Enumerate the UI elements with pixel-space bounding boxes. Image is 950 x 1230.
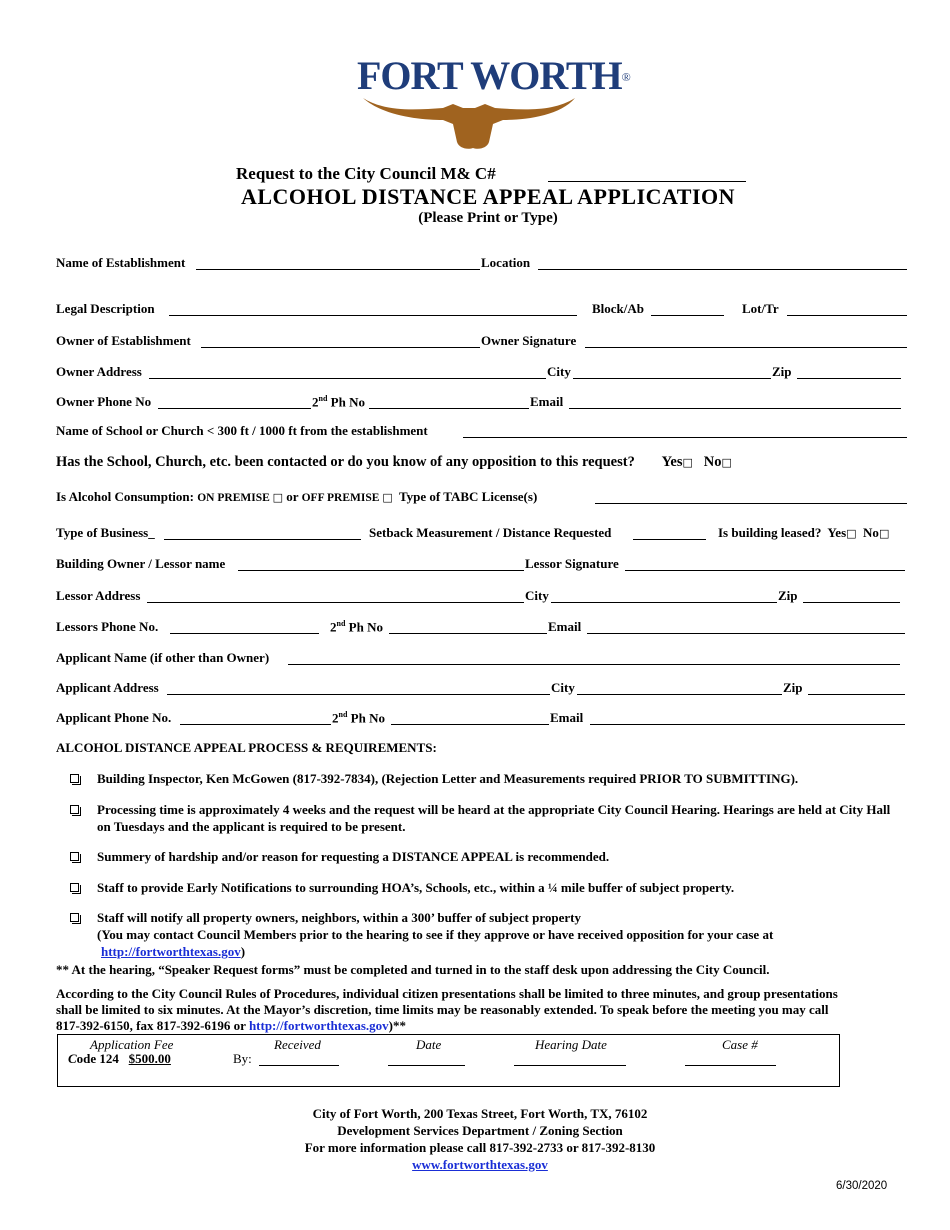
- footer-link-wrap: [0, 1157, 950, 1173]
- lessor-name-label: Building Owner / Lessor name: [56, 556, 226, 571]
- revision-date: 6/30/2020: [836, 1180, 888, 1192]
- contacted-no[interactable]: No□: [703, 454, 732, 470]
- applicant-email-label: Email: [550, 710, 584, 725]
- footer-info: For more information please call 817-392-2733 or 817-392-8130: [304, 1140, 656, 1155]
- applicant-phone-label: Applicant Phone No.: [56, 710, 172, 725]
- lessor-email-input[interactable]: [587, 633, 905, 634]
- hearing-date-label: Hearing Date: [535, 1037, 607, 1052]
- applicant-email-input[interactable]: [590, 724, 905, 725]
- lessor-ph2-input[interactable]: [389, 633, 547, 634]
- longhorn-icon: [355, 90, 585, 150]
- lot-label: Lot/Tr: [742, 301, 779, 316]
- owner-city-label: City: [547, 364, 571, 379]
- leased-yes[interactable]: Yes□: [827, 525, 857, 540]
- applicant-address-input[interactable]: [167, 694, 550, 695]
- fort-worth-logo: [355, 52, 630, 152]
- owner-zip-label: Zip: [772, 364, 792, 379]
- business-type-input[interactable]: [164, 539, 361, 540]
- applicant-ph2-label: 2nd Ph No: [332, 710, 385, 726]
- setback-input[interactable]: [633, 539, 706, 540]
- applicant-city-label: City: [551, 680, 575, 695]
- form-subtitle: (Please Print or Type): [418, 210, 558, 226]
- owner-signature-label: Owner Signature: [481, 333, 577, 348]
- contacted-question: Has the School, Church, etc. been contacted or do you know of any opposition to this request? Yes□ No□: [56, 454, 732, 470]
- lessor-name-input[interactable]: [238, 570, 524, 571]
- bullet-icon: [70, 883, 79, 892]
- logo-text: FORT WORTH®: [357, 53, 630, 98]
- fee-amount: $500.00: [128, 1051, 171, 1066]
- consumption-row: Is Alcohol Consumption: ON PREMISE □ or OFF PREMISE □ Type of TABC License(s): [56, 489, 538, 504]
- location-input[interactable]: [538, 269, 907, 270]
- lessor-signature-input[interactable]: [625, 570, 905, 571]
- block-label: Block/Ab: [592, 301, 645, 316]
- lessor-city-input[interactable]: [551, 602, 777, 603]
- legal-description-input[interactable]: [169, 315, 577, 316]
- requirement-item-2: Processing time is approximately 4 weeks and the request will be heard at the appropriate City Council Hearing. Hearings are held at City Hall on Tuesdays and the applicant is required to be present.: [97, 802, 891, 834]
- rules-note: According to the City Council Rules of Procedures, individual citizen presentations shall be limited to three minutes, and group presentations shall be limited to six minutes. At the Mayor’s discretion, time limits may be reasonably extended. To speak before the meeting you may call 817-392-6150, fax 817-392-6196 or http://fortworthtexas.gov)**: [56, 986, 838, 1033]
- case-number-label: Case #: [722, 1037, 758, 1052]
- setback-label: Setback Measurement / Distance Requested: [369, 525, 612, 540]
- lessor-phone-input[interactable]: [170, 633, 319, 634]
- date-input[interactable]: [388, 1065, 465, 1066]
- leased-question: Is building leased? Yes□ No□: [718, 525, 890, 540]
- establishment-input[interactable]: [196, 269, 480, 270]
- owner-establishment-label: Owner of Establishment: [56, 333, 191, 348]
- bullet-icon: [70, 774, 79, 783]
- applicant-zip-label: Zip: [783, 680, 803, 695]
- header-line1: Request to the City Council M& C#: [236, 164, 496, 183]
- lessor-ph2-label: 2nd Ph No: [330, 619, 383, 635]
- owner-address-label: Owner Address: [56, 364, 142, 379]
- tabc-input[interactable]: [595, 503, 907, 504]
- applicant-phone-input[interactable]: [180, 724, 331, 725]
- owner-city-input[interactable]: [573, 378, 771, 379]
- applicant-city-input[interactable]: [577, 694, 782, 695]
- owner-phone-input[interactable]: [158, 408, 311, 409]
- owner-establishment-input[interactable]: [201, 347, 480, 348]
- lessor-address-label: Lessor Address: [56, 588, 141, 603]
- requirement-item-4: Staff to provide Early Notifications to surrounding HOA’s, Schools, etc., within a ¼ mile buffer of subject property.: [97, 880, 735, 895]
- on-premise-option[interactable]: ON PREMISE □: [197, 491, 284, 504]
- date-label: Date: [416, 1037, 442, 1052]
- footer-department: Development Services Department / Zoning Section: [337, 1123, 623, 1138]
- bullet-icon: [70, 852, 79, 861]
- lessor-address-input[interactable]: [147, 602, 524, 603]
- block-input[interactable]: [651, 315, 724, 316]
- received-by-input[interactable]: [259, 1065, 339, 1066]
- owner-ph2-label: 2nd Ph No: [312, 394, 365, 410]
- requirement-item-5: Staff will notify all property owners, neighbors, within a 300’ buffer of subject property (You may contact Council Members prior to the hearing to see if they approve or have received opposition for your case at http://fortworthtexas.gov): [97, 910, 774, 959]
- owner-address-input[interactable]: [149, 378, 546, 379]
- lot-input[interactable]: [787, 315, 907, 316]
- footer-address: City of Fort Worth, 200 Texas Street, Fort Worth, TX, 76102: [312, 1106, 648, 1121]
- council-link[interactable]: http://fortworthtexas.gov: [101, 944, 241, 959]
- lessor-city-label: City: [525, 588, 549, 603]
- applicant-name-input[interactable]: [288, 664, 900, 665]
- off-premise-option[interactable]: OFF PREMISE □: [301, 491, 393, 504]
- lessor-zip-label: Zip: [778, 588, 798, 603]
- owner-zip-input[interactable]: [797, 378, 901, 379]
- rules-link[interactable]: http://fortworthtexas.gov: [248, 1018, 389, 1033]
- lessor-phone-label: Lessors Phone No.: [56, 619, 159, 634]
- lessor-signature-label: Lessor Signature: [525, 556, 619, 571]
- school-church-label: Name of School or Church < 300 ft / 1000 ft from the establishment: [56, 423, 428, 438]
- applicant-name-label: Applicant Name (if other than Owner): [56, 650, 270, 665]
- leased-no[interactable]: No□: [863, 525, 890, 540]
- owner-ph2-input[interactable]: [369, 408, 529, 409]
- owner-signature-input[interactable]: [585, 347, 907, 348]
- bullet-icon: [70, 913, 79, 922]
- owner-email-input[interactable]: [569, 408, 901, 409]
- speaker-note: ** At the hearing, “Speaker Request forms” must be completed and turned in to the staff desk upon addressing the City Council.: [56, 962, 770, 977]
- business-type-label: Type of Business_: [56, 525, 155, 540]
- lessor-zip-input[interactable]: [803, 602, 900, 603]
- requirement-item-3: Summery of hardship and/or reason for requesting a DISTANCE APPEAL is recommended.: [97, 849, 610, 864]
- mc-number-line[interactable]: [548, 181, 746, 182]
- contacted-yes[interactable]: Yes□: [661, 454, 693, 470]
- received-label: Received: [274, 1037, 321, 1052]
- school-church-input[interactable]: [463, 437, 907, 438]
- establishment-label: Name of Establishment: [56, 255, 186, 270]
- bullet-icon: [70, 805, 79, 814]
- form-title: ALCOHOL DISTANCE APPEAL APPLICATION: [240, 184, 736, 209]
- app-fee-label: Application Fee: [90, 1037, 174, 1052]
- applicant-ph2-input[interactable]: [391, 724, 549, 725]
- lessor-email-label: Email: [548, 619, 582, 634]
- footer-link[interactable]: www.fortworthtexas.gov: [412, 1157, 548, 1172]
- case-number-input[interactable]: [685, 1065, 776, 1066]
- requirements-heading: ALCOHOL DISTANCE APPEAL PROCESS & REQUIREMENTS:: [56, 740, 437, 755]
- owner-email-label: Email: [530, 394, 564, 409]
- legal-description-label: Legal Description: [56, 301, 155, 316]
- location-label: Location: [481, 255, 531, 270]
- requirement-item-1: Building Inspector, Ken McGowen (817-392-7834), (Rejection Letter and Measurements required PRIOR TO SUBMITTING).: [97, 771, 799, 786]
- owner-phone-label: Owner Phone No: [56, 394, 152, 409]
- by-label: By:: [233, 1051, 252, 1066]
- applicant-zip-input[interactable]: [808, 694, 905, 695]
- fee-code: Code 124 $500.00: [68, 1051, 171, 1066]
- hearing-date-input[interactable]: [514, 1065, 626, 1066]
- office-use-box: [57, 1034, 840, 1087]
- applicant-address-label: Applicant Address: [56, 680, 159, 695]
